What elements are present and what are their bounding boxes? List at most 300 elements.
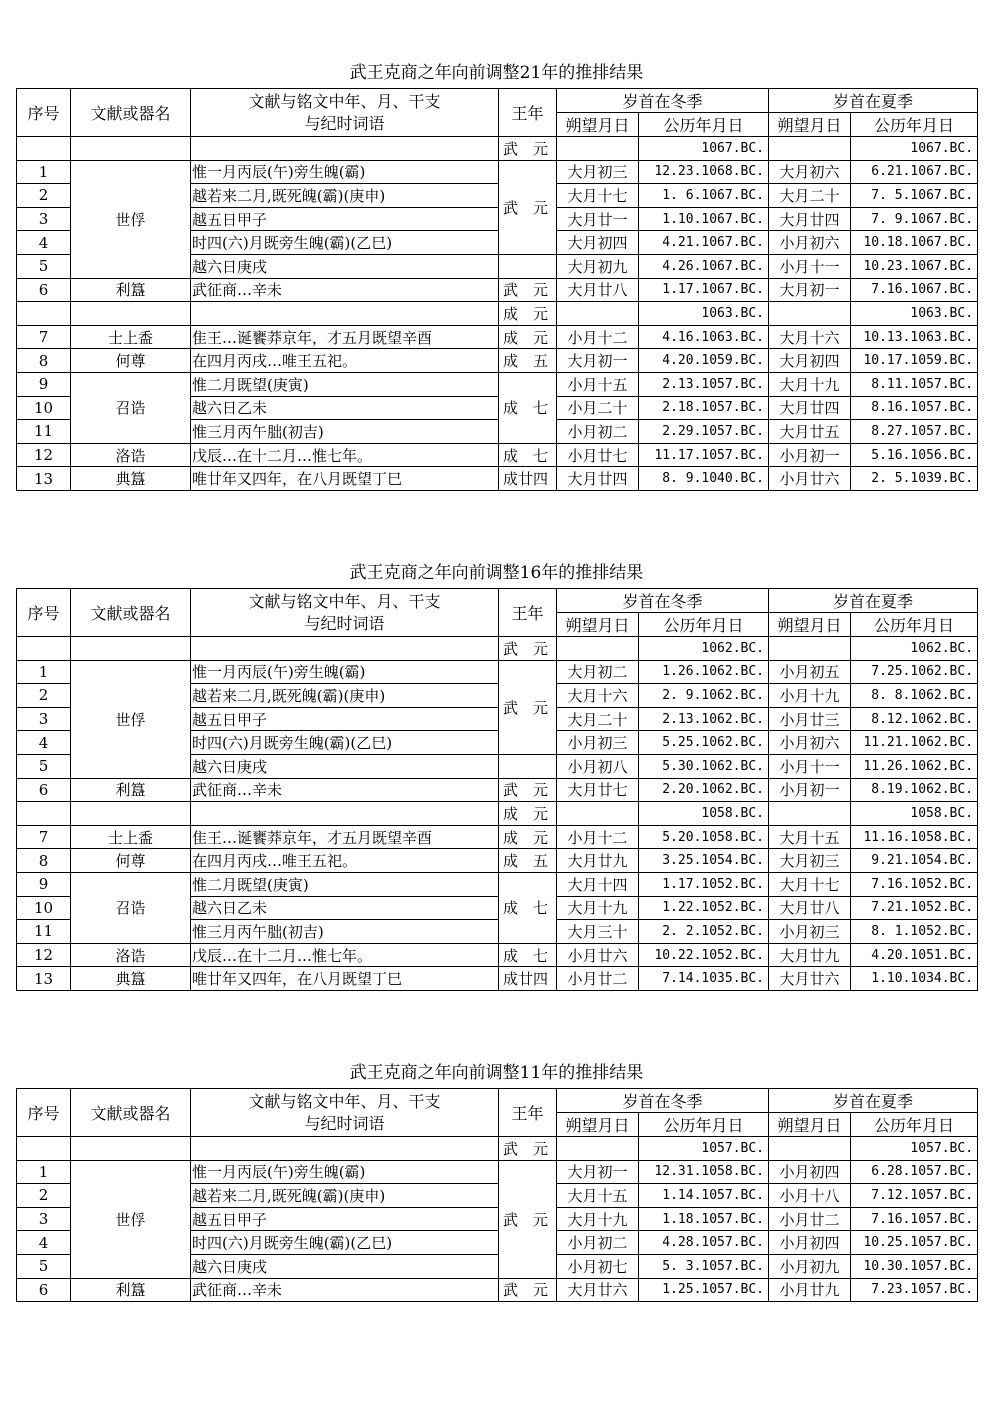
lunar-date-summer: 小月廿三 [769,707,851,731]
greg-date-winter: 3.25.1054.BC. [639,849,769,873]
lunar-date-winter: 大月十四 [557,872,639,896]
header-greg: 公历年月日 [851,113,978,137]
lunar-date-summer: 大月初四 [769,349,851,373]
reign-year: 成 七 [499,943,557,967]
table-row [17,1278,978,1302]
text-phrase: 武征商…辛未 [191,1278,499,1302]
lunar-date-winter: 大月初一 [557,1160,639,1184]
header-seq: 序号 [17,89,71,137]
row-seq: 10 [17,396,71,420]
greg-date-winter: 11.17.1057.BC. [639,443,769,467]
base-greg-summer: 1062.BC. [851,637,978,661]
reign-year: 成 元 [499,302,557,326]
lunar-date-winter: 小月初八 [557,754,639,778]
reign-year: 成 元 [499,325,557,349]
lunar-date-summer: 小月初一 [769,443,851,467]
base-year-row [17,137,978,161]
greg-date-summer: 7.25.1062.BC. [851,660,978,684]
lunar-date-winter: 大月廿九 [557,849,639,873]
header-winter: 岁首在冬季 [557,589,769,613]
greg-date-summer: 11.26.1062.BC. [851,754,978,778]
lunar-date-summer: 小月十八 [769,1184,851,1208]
header-text: 文献与铭文中年、月、干支 与纪时词语 [191,1089,499,1137]
source-name: 洛诰 [71,943,191,967]
source-name: 召诰 [71,372,191,443]
greg-date-winter: 5. 3.1057.BC. [639,1254,769,1278]
lunar-date-summer: 小月十一 [769,254,851,278]
lunar-date-summer: 小月初六 [769,231,851,255]
text-phrase: 惟一月丙辰(午)旁生魄(霸) [191,1160,499,1184]
greg-date-summer: 10.13.1063.BC. [851,325,978,349]
row-seq: 13 [17,967,71,991]
greg-date-winter: 1. 6.1067.BC. [639,184,769,208]
greg-date-summer: 10.30.1057.BC. [851,1254,978,1278]
greg-date-summer: 8.12.1062.BC. [851,707,978,731]
lunar-date-summer: 小月廿六 [769,467,851,491]
greg-date-summer: 8.19.1062.BC. [851,778,978,802]
header-name: 文献或器名 [71,89,191,137]
lunar-date-winter: 大月十九 [557,896,639,920]
reign-year: 武 元 [499,1278,557,1302]
lunar-date-winter: 大月二十 [557,707,639,731]
lunar-date-winter: 小月廿六 [557,943,639,967]
greg-date-summer: 8. 8.1062.BC. [851,684,978,708]
source-name: 世俘 [71,660,191,778]
header-greg: 公历年月日 [639,113,769,137]
text-phrase: 惟三月丙午朏(初吉) [191,920,499,944]
table-title: 武王克商之年向前调整21年的推排结果 [349,63,644,83]
lunar-date-winter: 大月初九 [557,254,639,278]
header-lunar: 朔望月日 [769,1113,851,1137]
greg-date-winter: 1.22.1052.BC. [639,896,769,920]
header-lunar: 朔望月日 [557,113,639,137]
row-seq: 7 [17,825,71,849]
source-name: 典簋 [71,967,191,991]
greg-date-winter: 4.26.1067.BC. [639,254,769,278]
row-seq: 5 [17,1254,71,1278]
table-row [17,825,978,849]
lunar-date-winter: 大月十六 [557,684,639,708]
table-section [16,58,977,491]
text-phrase: 惟三月丙午朏(初吉) [191,420,499,444]
greg-date-summer: 7.16.1067.BC. [851,278,978,302]
header-wang: 王年 [499,589,557,637]
lunar-date-summer: 小月初四 [769,1160,851,1184]
greg-date-summer: 8. 1.1052.BC. [851,920,978,944]
header-wang: 王年 [499,1089,557,1137]
text-phrase: 越六日庚戌 [191,1254,499,1278]
header-seq: 序号 [17,1089,71,1137]
text-phrase: 惟二月既望(庚寅) [191,372,499,396]
text-phrase: 武征商…辛未 [191,278,499,302]
table-row [17,849,978,873]
reign-year: 武 元 [499,660,557,754]
table-row [17,160,978,184]
source-name: 何尊 [71,849,191,873]
reign-year: 成 七 [499,872,557,943]
row-seq: 6 [17,278,71,302]
text-phrase: 越五日甲子 [191,1207,499,1231]
lunar-date-winter: 小月十二 [557,825,639,849]
greg-date-winter: 10.22.1052.BC. [639,943,769,967]
reign-year: 武 元 [499,1160,557,1278]
greg-date-summer: 10.18.1067.BC. [851,231,978,255]
row-seq: 4 [17,1231,71,1255]
text-phrase: 越若来二月,既死魄(霸)(庚申) [191,684,499,708]
greg-date-winter: 2.20.1062.BC. [639,778,769,802]
reign-year: 成 七 [499,372,557,443]
greg-date-winter: 5.20.1058.BC. [639,825,769,849]
greg-date-summer: 2. 5.1039.BC. [851,467,978,491]
base-greg-summer: 1067.BC. [851,137,978,161]
greg-date-winter: 1.10.1067.BC. [639,207,769,231]
reign-year: 武 元 [499,1137,557,1161]
reign-year: 成 五 [499,849,557,873]
calendar-table [16,588,978,991]
row-seq: 8 [17,849,71,873]
row-seq: 1 [17,160,71,184]
row-seq: 3 [17,207,71,231]
greg-date-summer: 7.16.1057.BC. [851,1207,978,1231]
text-phrase: 时四(六)月既旁生魄(霸)(乙巳) [191,1231,499,1255]
header-row [17,589,978,613]
header-name: 文献或器名 [71,1089,191,1137]
base-greg-winter: 1063.BC. [639,302,769,326]
header-winter: 岁首在冬季 [557,89,769,113]
reign-year: 武 元 [499,137,557,161]
base-greg-summer: 1063.BC. [851,302,978,326]
greg-date-summer: 6.28.1057.BC. [851,1160,978,1184]
text-phrase: 时四(六)月既旁生魄(霸)(乙巳) [191,231,499,255]
text-phrase: 越五日甲子 [191,207,499,231]
lunar-date-winter: 小月初二 [557,420,639,444]
greg-date-summer: 10.23.1067.BC. [851,254,978,278]
row-seq: 5 [17,754,71,778]
lunar-date-winter: 大月十九 [557,1207,639,1231]
greg-date-winter: 4.28.1057.BC. [639,1231,769,1255]
row-seq: 3 [17,707,71,731]
source-name: 何尊 [71,349,191,373]
lunar-date-winter: 大月三十 [557,920,639,944]
lunar-date-summer: 小月初五 [769,660,851,684]
lunar-date-summer: 大月十七 [769,872,851,896]
greg-date-winter: 1.17.1067.BC. [639,278,769,302]
text-phrase: 在四月丙戌…唯王五祀。 [191,349,499,373]
header-greg: 公历年月日 [639,1113,769,1137]
reign-year: 成 元 [499,825,557,849]
lunar-date-summer: 小月廿九 [769,1278,851,1302]
lunar-date-winter: 大月廿一 [557,207,639,231]
table-section [16,558,977,991]
source-name: 世俘 [71,1160,191,1278]
text-phrase: 越六日乙未 [191,896,499,920]
lunar-date-winter: 小月初七 [557,1254,639,1278]
row-seq: 8 [17,349,71,373]
base-year-row [17,637,978,661]
source-name: 世俘 [71,160,191,278]
source-name: 洛诰 [71,443,191,467]
greg-date-summer: 5.16.1056.BC. [851,443,978,467]
greg-date-winter: 2. 9.1062.BC. [639,684,769,708]
greg-date-winter: 2. 2.1052.BC. [639,920,769,944]
row-seq: 10 [17,896,71,920]
lunar-date-winter: 小月廿七 [557,443,639,467]
greg-date-winter: 4.20.1059.BC. [639,349,769,373]
lunar-date-summer: 小月廿二 [769,1207,851,1231]
reign-year: 武 元 [499,278,557,302]
lunar-date-winter: 大月初三 [557,160,639,184]
lunar-date-winter: 大月十七 [557,184,639,208]
greg-date-winter: 5.25.1062.BC. [639,731,769,755]
text-phrase: 惟一月丙辰(午)旁生魄(霸) [191,160,499,184]
row-seq: 1 [17,1160,71,1184]
text-phrase: 越六日庚戌 [191,754,499,778]
reign-year: 武 元 [499,637,557,661]
text-phrase: 武征商…辛未 [191,778,499,802]
calendar-table [16,1088,978,1302]
header-lunar: 朔望月日 [557,613,639,637]
table-row [17,660,978,684]
row-seq: 11 [17,920,71,944]
greg-date-summer: 6.21.1067.BC. [851,160,978,184]
greg-date-winter: 4.16.1063.BC. [639,325,769,349]
lunar-date-summer: 小月十一 [769,754,851,778]
row-seq: 9 [17,872,71,896]
source-name: 利簋 [71,778,191,802]
source-name: 召诰 [71,872,191,943]
lunar-date-summer: 大月廿六 [769,967,851,991]
lunar-date-summer: 小月初九 [769,1254,851,1278]
lunar-date-summer: 大月十九 [769,372,851,396]
lunar-date-winter: 大月廿八 [557,278,639,302]
base-greg-winter: 1067.BC. [639,137,769,161]
header-text: 文献与铭文中年、月、干支 与纪时词语 [191,89,499,137]
header-seq: 序号 [17,589,71,637]
lunar-date-summer: 大月初一 [769,278,851,302]
lunar-date-summer: 大月廿五 [769,420,851,444]
greg-date-winter: 1.17.1052.BC. [639,872,769,896]
header-summer: 岁首在夏季 [769,589,978,613]
greg-date-summer: 11.21.1062.BC. [851,731,978,755]
row-seq: 7 [17,325,71,349]
header-wang: 王年 [499,89,557,137]
table-row [17,467,978,491]
row-seq: 11 [17,420,71,444]
header-lunar: 朔望月日 [769,113,851,137]
text-phrase: 越若来二月,既死魄(霸)(庚申) [191,184,499,208]
base-year-row [17,302,978,326]
lunar-date-summer: 小月初四 [769,1231,851,1255]
text-phrase: 越六日乙未 [191,396,499,420]
header-lunar: 朔望月日 [557,1113,639,1137]
row-seq: 2 [17,184,71,208]
row-seq: 1 [17,660,71,684]
greg-date-summer: 7.16.1052.BC. [851,872,978,896]
lunar-date-summer: 小月十九 [769,684,851,708]
lunar-date-winter: 小月二十 [557,396,639,420]
greg-date-summer: 8.16.1057.BC. [851,396,978,420]
lunar-date-summer: 小月初六 [769,731,851,755]
lunar-date-summer: 小月初三 [769,920,851,944]
lunar-date-winter: 小月初三 [557,731,639,755]
lunar-date-summer: 大月廿四 [769,396,851,420]
greg-date-summer: 7.12.1057.BC. [851,1184,978,1208]
lunar-date-winter: 小月十五 [557,372,639,396]
base-greg-winter: 1062.BC. [639,637,769,661]
greg-date-winter: 12.31.1058.BC. [639,1160,769,1184]
reign-year: 成廿四 [499,467,557,491]
greg-date-winter: 2.13.1057.BC. [639,372,769,396]
table-title: 武王克商之年向前调整11年的推排结果 [349,1063,644,1083]
greg-date-summer: 8.11.1057.BC. [851,372,978,396]
text-phrase: 在四月丙戌…唯王五祀。 [191,849,499,873]
lunar-date-winter: 小月廿二 [557,967,639,991]
base-greg-summer: 1057.BC. [851,1137,978,1161]
lunar-date-summer: 大月二十 [769,184,851,208]
header-lunar: 朔望月日 [769,613,851,637]
lunar-date-summer: 大月初六 [769,160,851,184]
lunar-date-winter: 大月廿四 [557,467,639,491]
greg-date-winter: 4.21.1067.BC. [639,231,769,255]
greg-date-summer: 7.21.1052.BC. [851,896,978,920]
text-phrase: 越五日甲子 [191,707,499,731]
source-name: 士上盉 [71,325,191,349]
table-row [17,349,978,373]
lunar-date-summer: 大月廿四 [769,207,851,231]
text-phrase: 越若来二月,既死魄(霸)(庚申) [191,1184,499,1208]
source-name: 士上盉 [71,825,191,849]
lunar-date-winter: 大月十五 [557,1184,639,1208]
text-phrase: 唯廿年又四年，在八月既望丁巳 [191,467,499,491]
lunar-date-summer: 大月廿九 [769,943,851,967]
source-name: 利簋 [71,278,191,302]
greg-date-winter: 1.26.1062.BC. [639,660,769,684]
header-name: 文献或器名 [71,589,191,637]
lunar-date-winter: 大月廿六 [557,1278,639,1302]
header-summer: 岁首在夏季 [769,89,978,113]
source-name: 利簋 [71,1278,191,1302]
lunar-date-summer: 大月廿八 [769,896,851,920]
greg-date-summer: 8.27.1057.BC. [851,420,978,444]
greg-date-winter: 1.25.1057.BC. [639,1278,769,1302]
greg-date-winter: 2.18.1057.BC. [639,396,769,420]
greg-date-winter: 7.14.1035.BC. [639,967,769,991]
row-seq: 2 [17,684,71,708]
reign-year: 成 五 [499,349,557,373]
base-greg-winter: 1057.BC. [639,1137,769,1161]
row-seq: 6 [17,1278,71,1302]
header-greg: 公历年月日 [851,613,978,637]
table-row [17,943,978,967]
header-greg: 公历年月日 [851,1113,978,1137]
reign-year: 成 七 [499,443,557,467]
greg-date-summer: 10.17.1059.BC. [851,349,978,373]
row-seq: 4 [17,231,71,255]
header-winter: 岁首在冬季 [557,1089,769,1113]
table-row [17,278,978,302]
greg-date-winter: 2.13.1062.BC. [639,707,769,731]
base-year-row [17,802,978,826]
reign-year: 成廿四 [499,967,557,991]
text-phrase: 隹王…诞饔莽京年，才五月既望辛酉 [191,325,499,349]
table-row [17,967,978,991]
table-row [17,372,978,396]
reign-year: 武 元 [499,778,557,802]
greg-date-winter: 2.29.1057.BC. [639,420,769,444]
greg-date-winter: 1.14.1057.BC. [639,1184,769,1208]
base-year-row [17,1137,978,1161]
row-seq: 2 [17,1184,71,1208]
greg-date-summer: 7. 9.1067.BC. [851,207,978,231]
calendar-table [16,88,978,491]
header-row [17,1089,978,1113]
table-row [17,325,978,349]
table-row [17,872,978,896]
header-text: 文献与铭文中年、月、干支 与纪时词语 [191,589,499,637]
lunar-date-winter: 大月初二 [557,660,639,684]
row-seq: 12 [17,443,71,467]
base-greg-summer: 1058.BC. [851,802,978,826]
reign-year: 武 元 [499,160,557,254]
source-name: 典簋 [71,467,191,491]
base-greg-winter: 1058.BC. [639,802,769,826]
row-seq: 4 [17,731,71,755]
table-row [17,778,978,802]
header-greg: 公历年月日 [639,613,769,637]
lunar-date-summer: 小月初一 [769,778,851,802]
text-phrase: 隹王…诞饔莽京年，才五月既望辛酉 [191,825,499,849]
greg-date-summer: 7.23.1057.BC. [851,1278,978,1302]
lunar-date-summer: 大月十六 [769,325,851,349]
lunar-date-winter: 大月廿七 [557,778,639,802]
row-seq: 6 [17,778,71,802]
reign-year: 成 元 [499,802,557,826]
text-phrase: 戊辰…在十二月…惟七年。 [191,443,499,467]
table-row [17,1160,978,1184]
row-seq: 12 [17,943,71,967]
header-summer: 岁首在夏季 [769,1089,978,1113]
text-phrase: 戊辰…在十二月…惟七年。 [191,943,499,967]
greg-date-summer: 1.10.1034.BC. [851,967,978,991]
greg-date-winter: 5.30.1062.BC. [639,754,769,778]
row-seq: 9 [17,372,71,396]
lunar-date-winter: 大月初一 [557,349,639,373]
row-seq: 5 [17,254,71,278]
lunar-date-winter: 小月初二 [557,1231,639,1255]
table-row [17,443,978,467]
greg-date-summer: 11.16.1058.BC. [851,825,978,849]
header-row [17,89,978,113]
text-phrase: 越六日庚戌 [191,254,499,278]
greg-date-summer: 7. 5.1067.BC. [851,184,978,208]
lunar-date-summer: 大月十五 [769,825,851,849]
row-seq: 13 [17,467,71,491]
greg-date-summer: 4.20.1051.BC. [851,943,978,967]
text-phrase: 惟二月既望(庚寅) [191,872,499,896]
lunar-date-winter: 大月初四 [557,231,639,255]
text-phrase: 惟一月丙辰(午)旁生魄(霸) [191,660,499,684]
greg-date-winter: 12.23.1068.BC. [639,160,769,184]
greg-date-winter: 8. 9.1040.BC. [639,467,769,491]
text-phrase: 时四(六)月既旁生魄(霸)(乙巳) [191,731,499,755]
row-seq: 3 [17,1207,71,1231]
text-phrase: 唯廿年又四年，在八月既望丁巳 [191,967,499,991]
greg-date-summer: 9.21.1054.BC. [851,849,978,873]
lunar-date-winter: 小月十二 [557,325,639,349]
table-title: 武王克商之年向前调整16年的推排结果 [349,563,644,583]
lunar-date-summer: 大月初三 [769,849,851,873]
greg-date-summer: 10.25.1057.BC. [851,1231,978,1255]
